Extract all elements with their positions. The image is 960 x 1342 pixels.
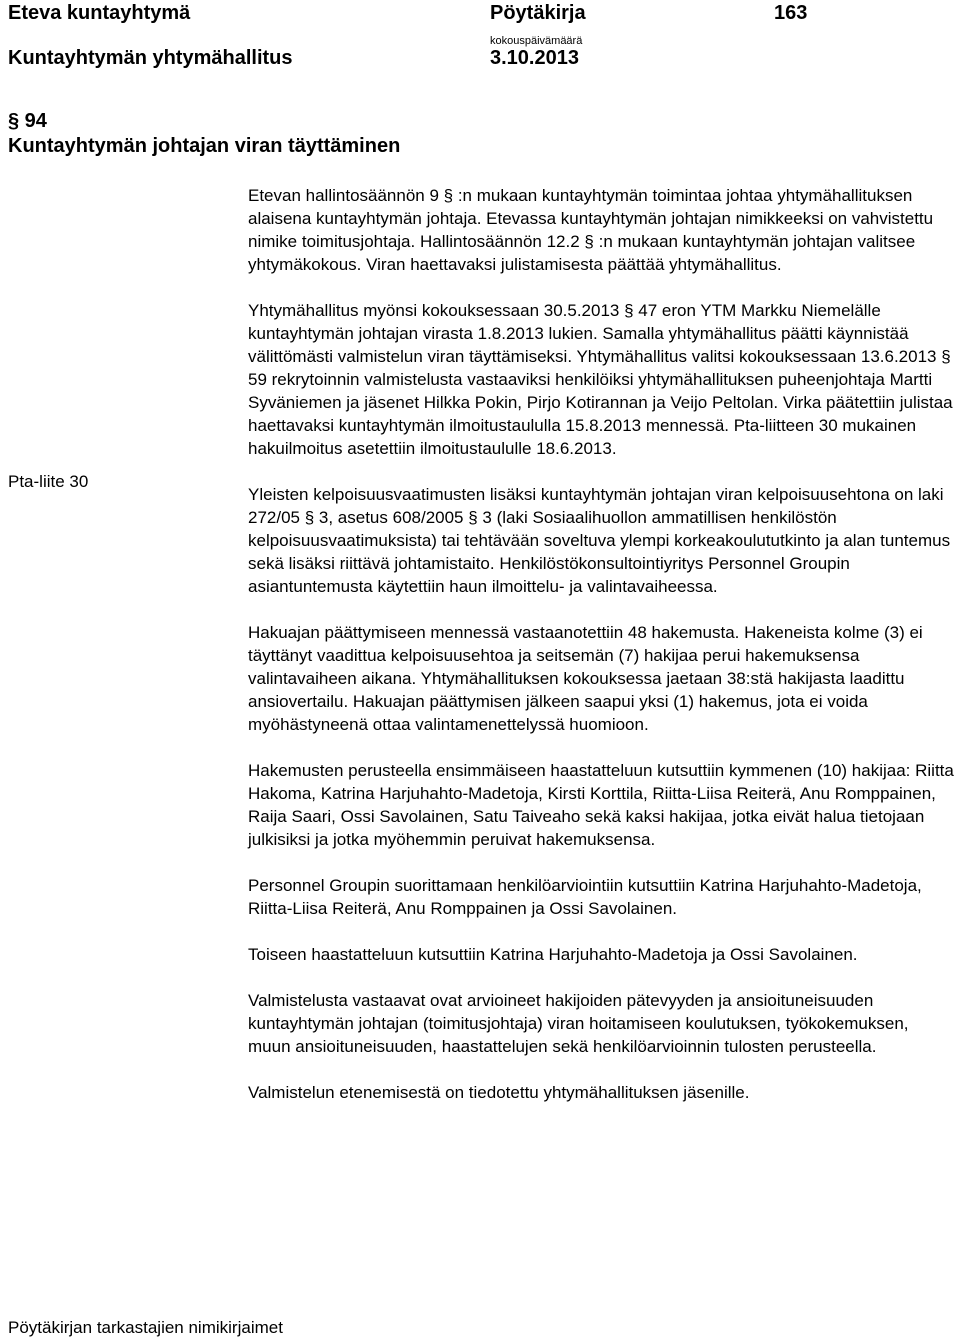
paragraph: Valmistelusta vastaavat ovat arvioineet hakijoiden pätevyyden ja ansioituneisuuden kuntayhtymän johtajan (toimitusjohtaja) viran hoitamiseen koulutuksen, työkokemuksen, muun ansioituneisuuden, haastattelujen sekä henkilöarvioinnin tulosten perusteella. bbox=[248, 991, 909, 1056]
body-name: Kuntayhtymän yhtymähallitus bbox=[8, 47, 293, 69]
meeting-date: 3.10.2013 bbox=[490, 47, 579, 69]
organization-name: Eteva kuntayhtymä bbox=[8, 2, 191, 24]
paragraph: Etevan hallintosäännön 9 § :n mukaan kuntayhtymän toimintaa johtaa yhtymähallituksen alaisena kuntayhtymän johtaja. Etevassa kuntayhtymän johtajan nimikkeeksi on vahvistettu nimike toimitusjohtaja. Hallintosäännön 12.2 § :n mukaan kuntayhtymän johtajan valitsee yhtymäkokous. Viran haettavaksi julistamisesta päättää yhtymähallitus. bbox=[248, 186, 934, 274]
footer-initials-label: Pöytäkirjan tarkastajien nimikirjaimet bbox=[8, 1318, 283, 1337]
section-number: § 94 bbox=[8, 110, 47, 132]
paragraph: Valmistelun etenemisestä on tiedotettu yhtymähallituksen jäsenille. bbox=[248, 1083, 750, 1102]
paragraph: Toiseen haastatteluun kutsuttiin Katrina Harjuhahto-Madetoja ja Ossi Savolainen. bbox=[248, 945, 858, 964]
margin-note-attachment: Pta-liite 30 bbox=[8, 472, 89, 491]
date-label: kokouspäivämäärä bbox=[490, 35, 583, 47]
document-type: Pöytäkirja bbox=[490, 2, 586, 24]
section-title: Kuntayhtymän johtajan viran täyttäminen bbox=[8, 135, 401, 157]
page-number: 163 bbox=[774, 2, 808, 24]
paragraph: Yleisten kelpoisuusvaatimusten lisäksi kuntayhtymän johtajan viran kelpoisuusehtona on laki 272/05 § 3, asetus 608/2005 § 3 (laki Sosiaalihuollon ammatillisen henkilöstön kelpoisuusvaatimuksista) tai tehtävään soveltuva ylempi korkeakoulututkinto ja alan tuntemus sekä lisäksi riittävä johtamistaito. Henkilöstökonsultointiyritys Personnel Groupin asiantuntemusta käytettiin haun ilmoittelu- ja valintavaiheessa. bbox=[248, 485, 951, 596]
paragraph: Hakuajan päättymiseen mennessä vastaanotettiin 48 hakemusta. Hakeneista kolme (3) ei täyttänyt vaadittua kelpoisuusehtoa ja seitsemän (7) hakijaa perui hakemuksensa valintavaiheen aikana. Yhtymähallituksen kokouksessa jaetaan 38:stä hakijasta laadittu ansiovertailu. Hakuajan päättymisen jälkeen saapui yksi (1) hakemus, jota ei voida myöhästyneenä ottaa valintamenettelyssä huomioon. bbox=[248, 623, 923, 734]
paragraph: Hakemusten perusteella ensimmäiseen haastatteluun kutsuttiin kymmenen (10) hakijaa: Riitta Hakoma, Katrina Harjuhahto-Madetoja, Kirsti Korttila, Riitta-Liisa Reiterä, Anu Romppainen, Raija Saari, Ossi Savolainen, Satu Taiveaho sekä kaksi hakijaa, jotka eivät halua tietojaan julkisiksi ja jotka myöhemmin peruivat hakemuksensa. bbox=[248, 761, 954, 849]
paragraph: Personnel Groupin suorittamaan henkilöarviointiin kutsuttiin Katrina Harjuhahto-Madetoja, Riitta-Liisa Reiterä, Anu Romppainen ja Ossi Savolainen. bbox=[248, 876, 922, 918]
paragraph: Yhtymähallitus myönsi kokouksessaan 30.5.2013 § 47 eron YTM Markku Niemelälle kuntayhtymän johtajan virasta 1.8.2013 lukien. Samalla yhtymähallitus päätti käynnistää välittömästi valmistelun viran täyttämiseksi. Yhtymähallitus valitsi kokouksessaan 13.6.2013 § 59 rekrytoinnin valmistelusta vastaaviksi henkilöiksi yhtymähallituksen puheenjohtaja Martti Syväniemen ja jäsenet Hilkka Pokin, Pirjo Kotirannan ja Veijo Peltolan. Virka päätettiin julistaa haettavaksi kuntayhtymän ilmoitustaululla 15.8.2013 mennessä. Pta-liitteen 30 mukainen hakuilmoitus asetettiin ilmoitustaululle 18.6.2013. bbox=[248, 301, 953, 458]
section-body bbox=[248, 184, 954, 1127]
